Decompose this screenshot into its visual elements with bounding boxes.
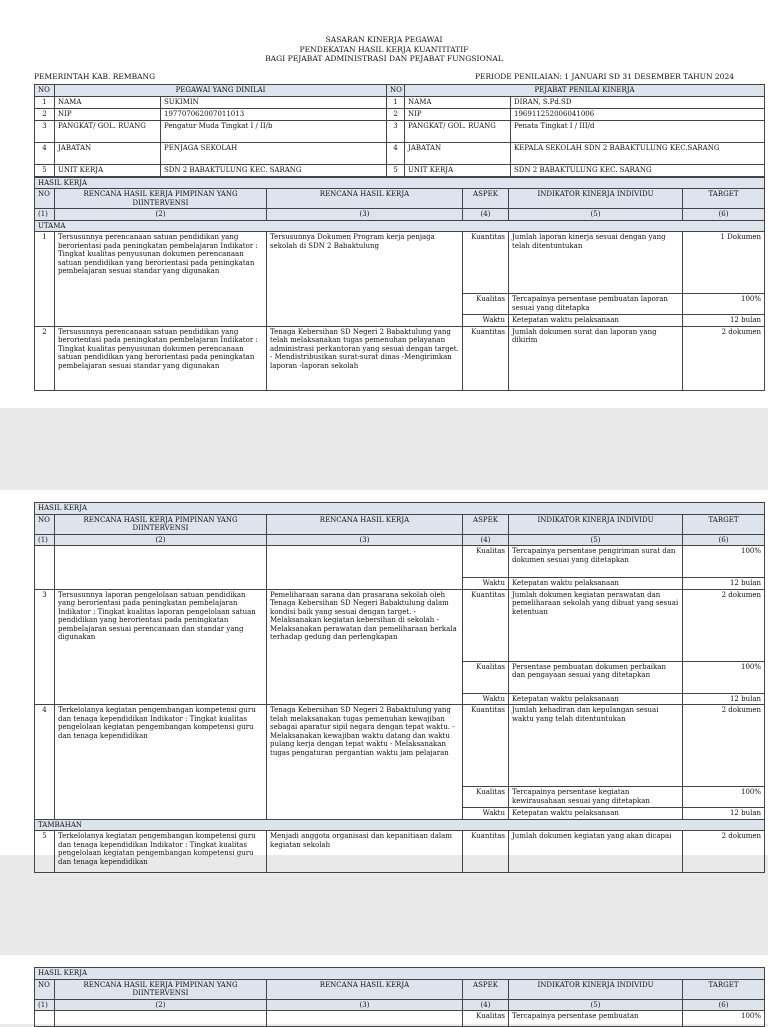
col-target: TARGET	[683, 189, 765, 209]
col-indikator: INDIKATOR KINERJA INDIVIDU	[509, 189, 683, 209]
page-2	[0, 490, 768, 866]
table-row: Kualitas Tercapainya persentase pembuatan laporan sesuai yang ditetapka 100%	[35, 294, 765, 315]
table-row: Kualitas Tercapainya persentase kegiatan kewirausahaan sesuai yang ditetapkan 100%	[35, 787, 765, 808]
table-row: 1 NAMA SUKIMIN 1 NAMA DIRAN, S.Pd.SD	[35, 96, 765, 108]
document-header	[0, 0, 768, 64]
dinilai-header: PEGAWAI YANG DINILAI	[55, 84, 387, 96]
table-row: 3 Tersusunnya laporan pengelolaan satuan pendidikan yang berorientasi pada peningkatan pembelajaran Indikator : Tingkat kualitas laporan pengelolaan satuan pendidikan yang berorientasi pada peningkatan pembelajaran sesuai perencanaan dan standar yang digunakan Pemeliharaan sarana dan prasarana sekolah oleh Tenaga Kebersihan SD Negeri Babaktulung dalam kondisi baik yang sesuai dengan target. -Melaksanakan kegiatan kebersihan di sekolah -Melaksanakan perawatan dan pemeliharaan berkala terhadap gedung dan perlengkapan Kuantitas Jumlah dokumen kegiatan perawatan dan pemeliharaan sekolah yang dibuat yang sesuai ketentuan 2 dokumen	[35, 589, 765, 661]
table-row: Waktu Ketepatan waktu pelaksanaan 12 bulan	[35, 315, 765, 327]
utama-label: UTAMA	[35, 220, 765, 232]
penilai-header: PEJABAT PENILAI KINERJA	[405, 84, 765, 96]
table-row: Kualitas Tercapainya persentase pengiriman surat dan dokumen sesuai yang ditetapkan 100%	[35, 546, 765, 578]
pegawai-table	[34, 84, 765, 177]
header-subtitle: PENDEKATAN HASIL KERJA KUANTITATIF	[299, 44, 469, 54]
table-row: Kualitas Tercapainya persentase pembuatan 100%	[35, 1011, 765, 1027]
section-label: HASIL KERJA	[35, 968, 765, 980]
hasil-kerja-table-continued: HASIL KERJA NO RENCANA HASIL KERJA PIMPINAN YANG DIINTERVENSI RENCANA HASIL KERJA ASPEK INDIKATOR KINERJA INDIVIDU TARGET (1) (2) (3) (4) (5) (6) Kualitas Tercapainya persentase pengiriman surat dan dokumen sesuai yang ditetapkan 100% Waktu Ketepatan waktu pelaksanaan 12 bulan 3 Tersusunnya laporan pengelolaan satuan pendidikan yang berorientasi pada peningkatan pembelajaran Indikator : Tingkat kualitas laporan pengelolaan satuan pendidikan yang berorientasi pada peningkatan pembelajaran sesuai perencanaan dan standar yang digunakan Pemeliharaan sarana dan prasarana sekolah oleh Tenaga Kebersihan SD Negeri Babaktulung dalam kondisi baik yang sesuai dengan target. -Melaksanakan kegiatan kebersihan di sekolah -Melaksanakan perawatan dan pemeliharaan berkala terhadap gedung dan perlengkapan Kuantitas Jumlah dokumen kegiatan perawatan dan pemeliharaan sekolah yang dibuat yang sesuai ketentuan 2 dokumen Kualitas Persentase pembuatan dokumen perbaikan dan pengayaan sesuai yang ditetapkan 100% Waktu Ketepatan waktu pelaksanaan 12 bulan 4 Terkelolanya kegiatan pengembangan kompetensi guru dan tenaga kependidikan Indikator : Tingkat kualitas pengelolaan kegiatan pengembangan kompetensi guru dan tenaga kependidikan Tenaga Kebersihan SD Negeri 2 Babaktulung yang telah melaksanakan tugas pemenuhan kewajiban sebagai aparatur sipil negara dengan tepat waktu. - Melaksanakan kewajiban waktu datang dan waktu pulang kerja dengan tepat waktu - Melaksanakan tugas pengaturan pergantian waktu jam pelajaran Kuantitas Jumlah kehadiran dan kepulangan sesuai waktu yang telah ditentuntukan 2 dokumen Kualitas Tercapainya persentase kegiatan kewirausahaan sesuai yang ditetapkan 100% Waktu Ketepatan waktu pelaksanaan 12 bulan TAMBAHAN 5 Terkelolanya kegiatan pengembangan kompetensi guru dan tenaga kependidikan Indikator : Tingkat kualitas pengelolaan kegiatan pengembangan kompetensi guru dan tenaga kependidikan Menjadi anggota organisasi dan kepanitiaan dalam kegiatan sekolah Kuantitas Jumlah dokumen kegiatan yang akan dicapai 2 dokumen	[34, 502, 765, 873]
col-rencana-pimpinan: RENCANA HASIL KERJA PIMPINAN YANG DIINTERVENSI	[55, 189, 267, 209]
section-label: HASIL KERJA	[35, 177, 765, 189]
section-label: HASIL KERJA	[35, 503, 765, 515]
col-aspek: ASPEK	[463, 189, 509, 209]
table-row: 3 PANGKAT/ GOL. RUANG Pengatur Muda Tingkat I / II/b 3 PANGKAT/ GOL. RUANG Penata Tingkat I / III/d	[35, 120, 765, 142]
page-1	[0, 0, 768, 408]
table-row: Waktu Ketepatan waktu pelaksanaan 12 bulan	[35, 578, 765, 590]
hasil-kerja-table: HASIL KERJA NO RENCANA HASIL KERJA PIMPINAN YANG DIINTERVENSI RENCANA HASIL KERJA ASPEK INDIKATOR KINERJA INDIVIDU TARGET (1) (2) (3) (4) (5) (6) UTAMA 1 Tersusunnya perencanaan satuan pendidikan yang berorientasi pada peningkatan pembelajaran Indikator : Tingkat kualitas penyusunan dokumen perencanaan satuan pendidikan yang berorientasi pada peningkatan pembelajaran sesuai standar yang digunakan Tersusunnya Dokumen Program kerja penjaga sekolah di SDN 2 Babaktulung Kuantitas Jumlah laporan kinerja sesuai dengan yang telah ditentuntukan 1 Dokumen Kualitas Tercapainya persentase pembuatan laporan sesuai yang ditetapka 100% Waktu Ketepatan waktu pelaksanaan 12 bulan 2 Tersusunnya perencanaan satuan pendidikan yang berorientasi pada peningkatan pembelajaran Indikator : Tingkat kualitas penyusunan dokumen perencanaan satuan pendidikan yang berorientasi pada peningkatan pembelajaran sesuai standar yang digunakan Tenaga Kebersihan SD Negeri 2 Babaktulung yang telah melaksanakan tugas pemenuhan pelayanan administrasi perkantoran yang sesuai dengan target. - Mendistribusikan surat-surat dinas -Mengirimkan laporan -laporan sekolah Kuantitas Jumlah dokumen surat dan laporan yang dikirim 2 dokumen	[34, 177, 765, 391]
col-rencana: RENCANA HASIL KERJA	[267, 189, 463, 209]
table-row: Kualitas Persentase pembuatan dokumen perbaikan dan pengayaan sesuai yang ditetapkan 100%	[35, 661, 765, 693]
table-row: 5 UNIT KERJA SDN 2 BABAKTULUNG KEC. SARANG 5 UNIT KERJA SDN 2 BABAKTULUNG KEC. SARANG	[35, 164, 765, 176]
table-row: Waktu Ketepatan waktu pelaksanaan 12 bulan	[35, 808, 765, 820]
page-3	[0, 955, 768, 1024]
table-row: 1 Tersusunnya perencanaan satuan pendidikan yang berorientasi pada peningkatan pembelajaran Indikator : Tingkat kualitas penyusunan dokumen perencanaan satuan pendidikan yang berorientasi pada peningkatan pembelajaran sesuai standar yang digunakan Tersusunnya Dokumen Program kerja penjaga sekolah di SDN 2 Babaktulung Kuantitas Jumlah laporan kinerja sesuai dengan yang telah ditentuntukan 1 Dokumen	[35, 232, 765, 294]
table-row: 2 Tersusunnya perencanaan satuan pendidikan yang berorientasi pada peningkatan pembelajaran Indikator : Tingkat kualitas penyusunan dokumen perencanaan satuan pendidikan yang berorientasi pada peningkatan pembelajaran sesuai standar yang digunakan Tenaga Kebersihan SD Negeri 2 Babaktulung yang telah melaksanakan tugas pemenuhan pelayanan administrasi perkantoran yang sesuai dengan target. - Mendistribusikan surat-surat dinas -Mengirimkan laporan -laporan sekolah Kuantitas Jumlah dokumen surat dan laporan yang dikirim 2 dokumen	[35, 326, 765, 390]
government-label: PEMERINTAH KAB. REMBANG	[34, 71, 156, 81]
no-header: NO	[387, 84, 405, 96]
header-title: SASARAN KINERJA PEGAWAI	[325, 35, 443, 44]
header-subtitle-2: BAGI PEJABAT ADMINISTRASI DAN PEJABAT FUNGSIONAL	[265, 54, 503, 63]
table-row: 5 Terkelolanya kegiatan pengembangan kompetensi guru dan tenaga kependidikan Indikator : Tingkat kualitas pengelolaan kegiatan pengembangan kompetensi guru dan tenaga kependidikan Menjadi anggota organisasi dan kepanitiaan dalam kegiatan sekolah Kuantitas Jumlah dokumen kegiatan yang akan dicapai 2 dokumen	[35, 831, 765, 873]
table-row: 2 NIP 197707062007011013 2 NIP 196911252006041006	[35, 108, 765, 120]
hasil-kerja-table-continued-2: HASIL KERJA NO RENCANA HASIL KERJA PIMPINAN YANG DIINTERVENSI RENCANA HASIL KERJA ASPEK INDIKATOR KINERJA INDIVIDU TARGET (1) (2) (3) (4) (5) (6) Kualitas Tercapainya persentase pembuatan 100%	[34, 967, 765, 1027]
no-header: NO	[35, 84, 55, 96]
period-label: PERIODE PENILAIAN: 1 JANUARI SD 31 DESEMBER TAHUN 2024	[475, 71, 734, 81]
tambahan-label: TAMBAHAN	[35, 819, 765, 831]
table-row: 4 JABATAN PENJAGA SEKOLAH 4 JABATAN KEPALA SEKOLAH SDN 2 BABAKTULUNG KEC.SARANG	[35, 142, 765, 164]
col-no: NO	[35, 189, 55, 209]
table-row: Waktu Ketepatan waktu pelaksanaan 12 bulan	[35, 693, 765, 705]
info-line	[34, 72, 734, 84]
table-row: 4 Terkelolanya kegiatan pengembangan kompetensi guru dan tenaga kependidikan Indikator : Tingkat kualitas pengelolaan kegiatan pengembangan kompetensi guru dan tenaga kependidikan Tenaga Kebersihan SD Negeri 2 Babaktulung yang telah melaksanakan tugas pemenuhan kewajiban sebagai aparatur sipil negara dengan tepat waktu. - Melaksanakan kewajiban waktu datang dan waktu pulang kerja dengan tepat waktu - Melaksanakan tugas pengaturan pergantian waktu jam pelajaran Kuantitas Jumlah kehadiran dan kepulangan sesuai waktu yang telah ditentuntukan 2 dokumen	[35, 705, 765, 787]
